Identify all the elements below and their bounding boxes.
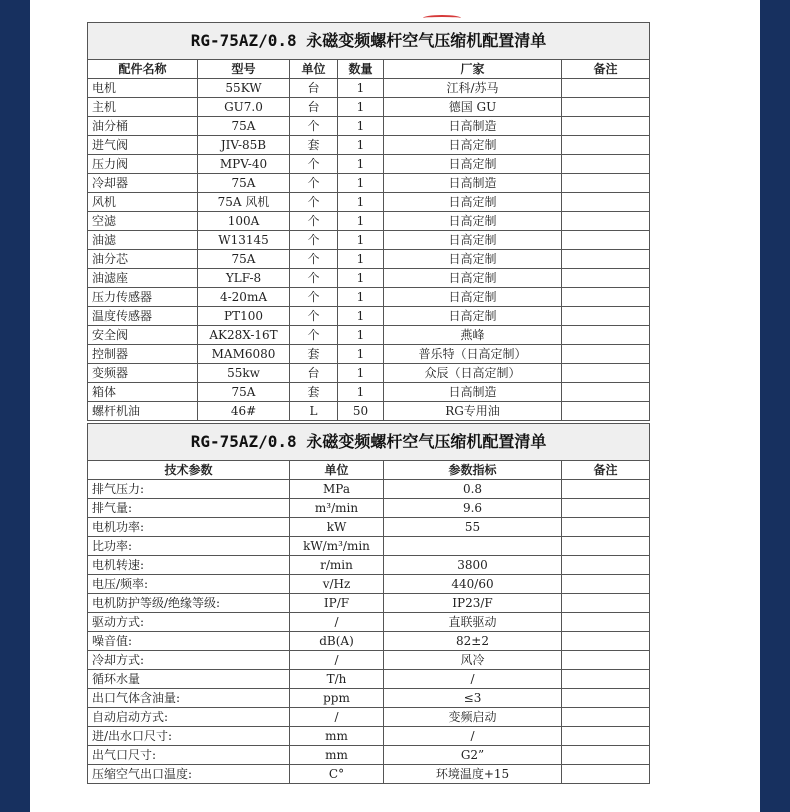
table-cell: 循环水量	[88, 670, 290, 689]
table-cell: 0.8	[384, 480, 562, 499]
table-cell: 个	[290, 269, 338, 288]
table-row	[88, 383, 650, 402]
table-cell: C°	[290, 765, 384, 784]
table-cell: /	[384, 727, 562, 746]
table-cell: 冷却方式:	[88, 651, 290, 670]
table-cell	[562, 231, 650, 250]
table-row	[88, 651, 650, 670]
table-cell: 1	[338, 307, 384, 326]
table-row	[88, 613, 650, 632]
table-cell	[562, 689, 650, 708]
table-cell	[562, 402, 650, 421]
table-cell	[562, 288, 650, 307]
table-cell: 油滤座	[88, 269, 198, 288]
table-cell: 进/出水口尺寸:	[88, 727, 290, 746]
table-cell	[562, 575, 650, 594]
table-cell: 1	[338, 383, 384, 402]
table-row	[88, 212, 650, 231]
table-cell: 油滤	[88, 231, 198, 250]
table-cell: 1	[338, 117, 384, 136]
table-row	[88, 345, 650, 364]
table-cell: 55kw	[198, 364, 290, 383]
table-row	[88, 594, 650, 613]
table-cell: 燕峰	[384, 326, 562, 345]
table-cell	[562, 518, 650, 537]
table-cell: 变频器	[88, 364, 198, 383]
table-cell: r/min	[290, 556, 384, 575]
table-cell: ppm	[290, 689, 384, 708]
table-row	[88, 689, 650, 708]
table-cell: 普乐特（日高定制）	[384, 345, 562, 364]
table-cell: AK28X-16T	[198, 326, 290, 345]
table-row	[88, 250, 650, 269]
table-cell: 1	[338, 269, 384, 288]
table-row	[88, 499, 650, 518]
table-cell: 电机转速:	[88, 556, 290, 575]
table-cell: 1	[338, 345, 384, 364]
table-cell: 日高制造	[384, 117, 562, 136]
table-row	[88, 117, 650, 136]
table-cell	[562, 155, 650, 174]
table-cell: JIV-85B	[198, 136, 290, 155]
table-cell: 箱体	[88, 383, 198, 402]
table-cell: 压力传感器	[88, 288, 198, 307]
table-cell: ≤3	[384, 689, 562, 708]
table-row	[88, 632, 650, 651]
table-cell	[562, 594, 650, 613]
table-row	[88, 155, 650, 174]
table-cell: 日高定制	[384, 193, 562, 212]
table-cell: 个	[290, 231, 338, 250]
table-row	[88, 708, 650, 727]
table-cell: 1	[338, 212, 384, 231]
column-header: 配件名称	[88, 60, 198, 79]
table-cell: G2”	[384, 746, 562, 765]
table-cell: 1	[338, 136, 384, 155]
table-cell: /	[290, 613, 384, 632]
column-header: 单位	[290, 461, 384, 480]
table-cell	[562, 765, 650, 784]
table-cell: 1	[338, 288, 384, 307]
table-cell: 75A	[198, 250, 290, 269]
table-cell: 个	[290, 174, 338, 193]
table-cell	[562, 326, 650, 345]
table-cell: /	[290, 708, 384, 727]
table-row	[88, 727, 650, 746]
table-cell: /	[384, 670, 562, 689]
table-cell: GU7.0	[198, 98, 290, 117]
table-cell	[562, 136, 650, 155]
table-cell	[562, 250, 650, 269]
table-cell: 风冷	[384, 651, 562, 670]
table-cell	[562, 269, 650, 288]
table-cell: 1	[338, 364, 384, 383]
table-cell	[562, 632, 650, 651]
table-row	[88, 670, 650, 689]
table-cell: 众辰（日高定制）	[384, 364, 562, 383]
table-cell: 驱动方式:	[88, 613, 290, 632]
table-cell: 噪音值:	[88, 632, 290, 651]
table-cell: 压缩空气出口温度:	[88, 765, 290, 784]
table-cell: 电机	[88, 79, 198, 98]
table-cell: 冷却器	[88, 174, 198, 193]
table-cell: PT100	[198, 307, 290, 326]
column-header: 备注	[562, 60, 650, 79]
spec-table-title: RG-75AZ/0.8 永磁变频螺杆空气压缩机配置清单	[88, 424, 650, 461]
table-cell: IP/F	[290, 594, 384, 613]
config-table	[87, 22, 650, 421]
table-cell: 1	[338, 250, 384, 269]
table-row	[88, 231, 650, 250]
table-cell: 1	[338, 231, 384, 250]
table-cell: 个	[290, 155, 338, 174]
table-cell: 日高定制	[384, 212, 562, 231]
table-cell: 变频启动	[384, 708, 562, 727]
table-cell: kW/m³/min	[290, 537, 384, 556]
config-table-title: RG-75AZ/0.8 永磁变频螺杆空气压缩机配置清单	[88, 23, 650, 60]
table-cell: 75A	[198, 383, 290, 402]
table-cell: 个	[290, 193, 338, 212]
table-cell: MAM6080	[198, 345, 290, 364]
table-cell: 1	[338, 193, 384, 212]
table-cell: L	[290, 402, 338, 421]
table-cell: 螺杆机油	[88, 402, 198, 421]
table-cell	[562, 651, 650, 670]
column-header: 技术参数	[88, 461, 290, 480]
table-row	[88, 402, 650, 421]
table-cell: 日高定制	[384, 307, 562, 326]
table-row	[88, 174, 650, 193]
table-cell	[562, 345, 650, 364]
table-row	[88, 326, 650, 345]
table-cell: 个	[290, 212, 338, 231]
table-cell	[562, 670, 650, 689]
table-cell: 100A	[198, 212, 290, 231]
table-cell: 排气压力:	[88, 480, 290, 499]
table-cell: 台	[290, 79, 338, 98]
table-cell: MPa	[290, 480, 384, 499]
table-cell	[562, 307, 650, 326]
table-cell: kW	[290, 518, 384, 537]
table-cell: 55KW	[198, 79, 290, 98]
table-row	[88, 307, 650, 326]
table-cell	[562, 212, 650, 231]
table-cell: 82±2	[384, 632, 562, 651]
table-cell	[562, 117, 650, 136]
table-cell	[562, 613, 650, 632]
table-cell: 日高定制	[384, 250, 562, 269]
table-cell: W13145	[198, 231, 290, 250]
table-cell: m³/min	[290, 499, 384, 518]
table-cell: 9.6	[384, 499, 562, 518]
table-row	[88, 79, 650, 98]
table-cell: mm	[290, 746, 384, 765]
table-row	[88, 575, 650, 594]
table-cell: 日高定制	[384, 231, 562, 250]
table-cell: 日高定制	[384, 136, 562, 155]
table-cell	[562, 193, 650, 212]
table-row	[88, 364, 650, 383]
table-cell: 直联驱动	[384, 613, 562, 632]
table-cell: 德国 GU	[384, 98, 562, 117]
table-cell: 油分桶	[88, 117, 198, 136]
table-cell	[562, 79, 650, 98]
column-header: 数量	[338, 60, 384, 79]
table-cell: 75A	[198, 174, 290, 193]
table-cell: 个	[290, 250, 338, 269]
table-cell: 进气阀	[88, 136, 198, 155]
table-cell: 环境温度+15	[384, 765, 562, 784]
table-row	[88, 193, 650, 212]
table-cell: 4-20mA	[198, 288, 290, 307]
decorative-mark	[423, 15, 461, 21]
table-cell: 个	[290, 307, 338, 326]
table-cell	[384, 537, 562, 556]
table-cell: RG专用油	[384, 402, 562, 421]
table-cell: 日高定制	[384, 155, 562, 174]
table-cell: mm	[290, 727, 384, 746]
table-cell: 个	[290, 288, 338, 307]
table-cell	[562, 174, 650, 193]
table-cell: 75A	[198, 117, 290, 136]
column-header: 备注	[562, 461, 650, 480]
table-cell: 个	[290, 117, 338, 136]
table-cell: IP23/F	[384, 594, 562, 613]
table-row	[88, 480, 650, 499]
table-cell: 50	[338, 402, 384, 421]
table-cell: 油分芯	[88, 250, 198, 269]
table-row	[88, 288, 650, 307]
table-cell: 1	[338, 79, 384, 98]
table-cell: YLF-8	[198, 269, 290, 288]
table-cell: 55	[384, 518, 562, 537]
table-cell	[562, 383, 650, 402]
table-cell	[562, 537, 650, 556]
spec-table	[87, 423, 650, 784]
table-row	[88, 556, 650, 575]
table-cell: v/Hz	[290, 575, 384, 594]
table-cell	[562, 98, 650, 117]
table-cell	[562, 364, 650, 383]
table-cell: 3800	[384, 556, 562, 575]
table-cell: /	[290, 651, 384, 670]
column-header: 单位	[290, 60, 338, 79]
table-cell: 排气量:	[88, 499, 290, 518]
table-row	[88, 746, 650, 765]
table-cell: 套	[290, 383, 338, 402]
table-cell: 电机防护等级/绝缘等级:	[88, 594, 290, 613]
table-row	[88, 98, 650, 117]
table-cell: 主机	[88, 98, 198, 117]
table-cell	[562, 499, 650, 518]
table-row	[88, 537, 650, 556]
table-row	[88, 269, 650, 288]
table-cell: 套	[290, 345, 338, 364]
table-cell: 空滤	[88, 212, 198, 231]
table-cell: 风机	[88, 193, 198, 212]
table-cell: 日高制造	[384, 383, 562, 402]
table-cell	[562, 480, 650, 499]
table-cell: 日高制造	[384, 174, 562, 193]
table-cell: 温度传感器	[88, 307, 198, 326]
table-cell	[562, 708, 650, 727]
table-cell: 自动启动方式:	[88, 708, 290, 727]
table-cell: 1	[338, 155, 384, 174]
table-cell: 1	[338, 326, 384, 345]
column-header: 型号	[198, 60, 290, 79]
table-cell	[562, 746, 650, 765]
table-cell: 台	[290, 364, 338, 383]
table-cell: 出口气体含油量:	[88, 689, 290, 708]
column-header: 参数指标	[384, 461, 562, 480]
table-cell: 电压/频率:	[88, 575, 290, 594]
table-cell: T/h	[290, 670, 384, 689]
table-cell: 个	[290, 326, 338, 345]
table-row	[88, 765, 650, 784]
table-cell: MPV-40	[198, 155, 290, 174]
table-cell: 电机功率:	[88, 518, 290, 537]
table-cell: 套	[290, 136, 338, 155]
table-cell	[562, 556, 650, 575]
table-cell: 日高定制	[384, 269, 562, 288]
table-cell: 比功率:	[88, 537, 290, 556]
table-cell: 1	[338, 98, 384, 117]
table-cell: dB(A)	[290, 632, 384, 651]
table-cell: 江科/苏马	[384, 79, 562, 98]
column-header: 厂家	[384, 60, 562, 79]
table-cell: 日高定制	[384, 288, 562, 307]
table-row	[88, 136, 650, 155]
table-cell: 46#	[198, 402, 290, 421]
table-cell: 1	[338, 174, 384, 193]
table-cell: 压力阀	[88, 155, 198, 174]
table-cell: 出气口尺寸:	[88, 746, 290, 765]
table-cell: 安全阀	[88, 326, 198, 345]
table-cell: 台	[290, 98, 338, 117]
table-cell: 75A 风机	[198, 193, 290, 212]
table-row	[88, 518, 650, 537]
table-cell: 440/60	[384, 575, 562, 594]
table-cell	[562, 727, 650, 746]
table-cell: 控制器	[88, 345, 198, 364]
